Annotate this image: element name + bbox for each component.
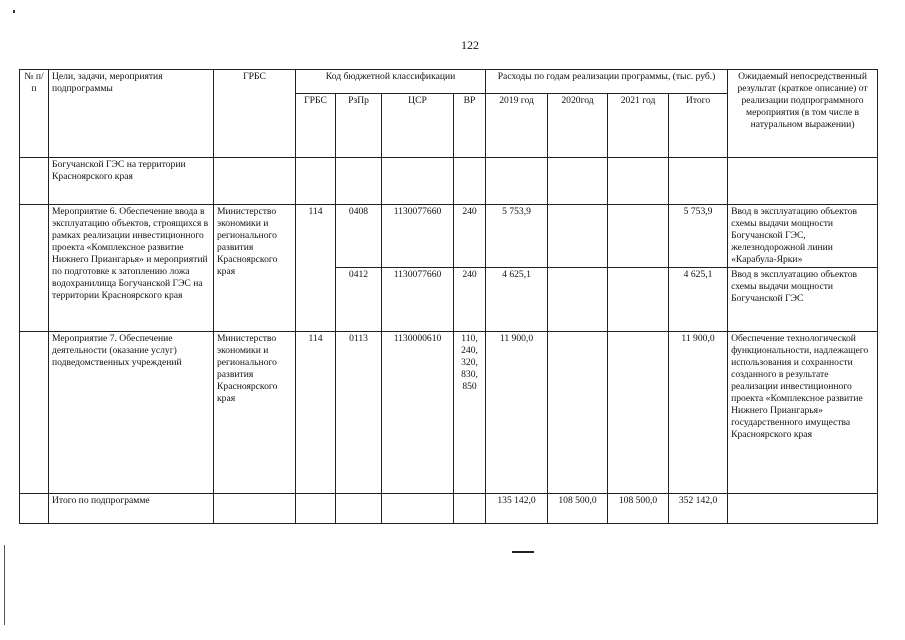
header-total: Итого [669, 94, 728, 158]
measure6-line2-2021 [608, 268, 669, 332]
measure6-grbs-name: Министерство экономики и регионального развития Красноярского края [214, 205, 296, 332]
header-expenses: Расходы по годам реализации программы, (тыс. руб.) [486, 70, 728, 94]
header-sub-csr: ЦСР [382, 94, 454, 158]
measure6-row-1 [20, 205, 878, 268]
header-goals: Цели, задачи, мероприятия подпрограммы [49, 70, 214, 158]
header-2021: 2021 год [608, 94, 669, 158]
measure6-line2-rzpr: 0412 [336, 268, 382, 332]
header-sub-rzpr: РзПр [336, 94, 382, 158]
measure6-line1-csr: 1130077660 [382, 205, 454, 268]
header-2019: 2019 год [486, 94, 548, 158]
header-row-1 [20, 70, 878, 94]
measure6-line1-result: Ввод в эксплуатацию объектов схемы выдачи мощности Богучанской ГЭС, железнодорожной линии «Карабула-Ярки» [728, 205, 878, 268]
measure6-line2-csr: 1130077660 [382, 268, 454, 332]
measure7-2020 [548, 332, 608, 494]
measure7-2021 [608, 332, 669, 494]
header-result: Ожидаемый непосредственный результат (краткое описание) от реализации подпрограммного мероприятия (в том числе в натуральном выражении) [728, 70, 878, 158]
measure6-line1-2020 [548, 205, 608, 268]
total-2021: 108 500,0 [608, 494, 669, 524]
measure7-2019: 11 900,0 [486, 332, 548, 494]
total-2020: 108 500,0 [548, 494, 608, 524]
measure7-csr: 1130000610 [382, 332, 454, 494]
scan-dash-mark [512, 551, 534, 553]
measure7-vr: 110, 240, 320, 830, 850 [454, 332, 486, 494]
measure6-line1-vr: 240 [454, 205, 486, 268]
scan-mark [13, 10, 15, 13]
header-grbs: ГРБС [214, 70, 296, 158]
header-kbk: Код бюджетной классификации [296, 70, 486, 94]
measure7-rzpr: 0113 [336, 332, 382, 494]
total-sum: 352 142,0 [669, 494, 728, 524]
total-row [20, 494, 878, 524]
measure6-line1-2021 [608, 205, 669, 268]
measure6-name: Мероприятие 6. Обеспечение ввода в эксплуатацию объектов, строящихся в рамках реализации инвестиционного проекта «Комплексное развитие Нижнего Приангарья» и мероприятий по подготовке к затоплению ложа водохранилища Богучанской ГЭС на территории Красноярского края [49, 205, 214, 332]
measure6-line1-2019: 5 753,9 [486, 205, 548, 268]
header-num: № п/п [20, 70, 49, 158]
header-sub-vr: ВР [454, 94, 486, 158]
page-number: 122 [461, 38, 479, 52]
total-label: Итого по подпрограмме [49, 494, 214, 524]
measure6-line2-result: Ввод в эксплуатацию объектов схемы выдачи мощности Богучанской ГЭС [728, 268, 878, 332]
measure6-line2-2019: 4 625,1 [486, 268, 548, 332]
measure7-total: 11 900,0 [669, 332, 728, 494]
subprogram-measures-table [19, 69, 878, 524]
intro-text: Богучанской ГЭС на территории Красноярского края [49, 158, 214, 205]
total-2019: 135 142,0 [486, 494, 548, 524]
header-sub-grbs: ГРБС [296, 94, 336, 158]
measure6-line2-vr: 240 [454, 268, 486, 332]
measure7-grbs-code: 114 [296, 332, 336, 494]
measure6-line1-total: 5 753,9 [669, 205, 728, 268]
measure6-line1-rzpr: 0408 [336, 205, 382, 268]
measure6-grbs-code: 114 [296, 205, 336, 332]
measure7-grbs-name: Министерство экономики и регионального развития Красноярского края [214, 332, 296, 494]
measure7-name: Мероприятие 7. Обеспечение деятельности (оказание услуг) подведомственных учреждений [49, 332, 214, 494]
measure7-row [20, 332, 878, 494]
header-2020: 2020год [548, 94, 608, 158]
scan-edge-line [4, 545, 5, 625]
measure6-line2-total: 4 625,1 [669, 268, 728, 332]
measure7-result: Обеспечение технологической функциональности, надлежащего использования и сохранности созданного в результате реализации инвестиционного проекта «Комплексное развитие Нижнего Приангарья» государственного имущества Красноярского края [728, 332, 878, 494]
intro-row [20, 158, 878, 205]
measure6-line2-2020 [548, 268, 608, 332]
